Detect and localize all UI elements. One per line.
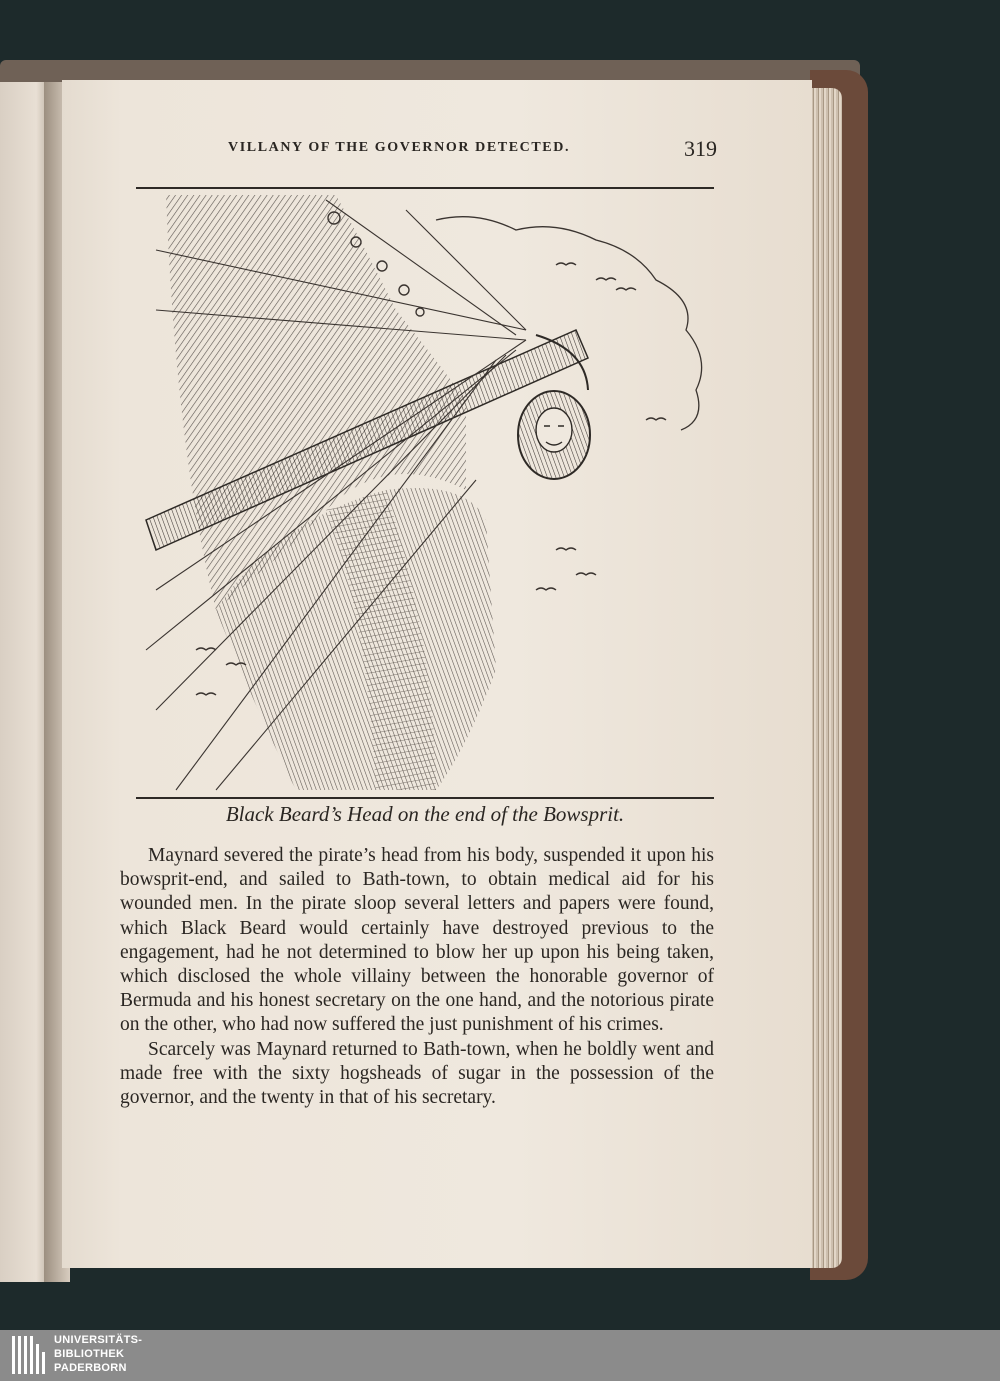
library-logo-icon [12,1336,48,1374]
body-text [120,844,714,1110]
library-footer-bar [0,1330,1000,1381]
library-logo-text [54,1333,142,1375]
figure-bottom-rule [136,797,714,799]
figure-top-rule [136,187,714,189]
page-number: 319 [684,136,717,161]
figure-caption: Black Beard’s Head on the end of the Bowsprit. [225,802,625,826]
logo-line: PADERBORN [54,1362,127,1374]
logo-line: BIBLIOTHEK [54,1348,125,1360]
logo-line: UNIVERSITÄTS- [54,1334,143,1346]
engraving-illustration [136,190,714,796]
paragraph: Scarcely was Maynard returned to Bath-town, when he boldly went and made free with the sixty hogsheads of sugar in the possession of the governor, and the twenty in that of his secretary. [120,1038,714,1109]
running-head: VILLANY OF THE GOVERNOR DETECTED. [228,140,571,155]
paragraph: Maynard severed the pirate’s head from his body, suspended it upon his bowsprit-end, and sailed to Bath-town, to obtain medical aid for his wounded men. In the pirate sloop several letters and papers were found, which Black Beard would certainly have destroyed previous to the engagement, had he not determined to blow her up upon his being taken, which disclosed the whole villainy between the honorable governor of Bermuda and his honest secretary on the one hand, and the notorious pirate on the other, who had now suffered the just punishment of his crimes. [120,845,714,1036]
